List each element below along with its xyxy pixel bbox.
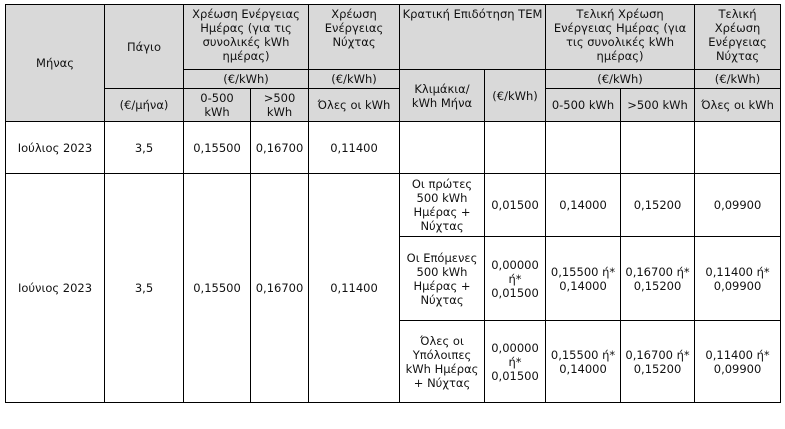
tier-final-low: 0,14000 <box>546 174 621 237</box>
tier-final-night: 0,09900 <box>695 174 781 237</box>
row-june-day-high: 0,16700 <box>251 174 309 403</box>
final-range-high: >500 kWh <box>621 89 695 122</box>
row-july-night: 0,11400 <box>309 122 400 174</box>
header-fee: Πάγιο <box>105 5 184 89</box>
tariff-table-container <box>5 4 781 403</box>
final-night-all: Όλες οι kWh <box>695 89 781 122</box>
header-day-charge: Χρέωση Ενέργειας Ημέρας (για τις συνολικές kWh ημέρας) <box>184 5 309 70</box>
row-july-final-high-empty <box>621 122 695 174</box>
tier-final-high: 0,16700 ή* 0,15200 <box>621 321 695 403</box>
header-night-charge: Χρέωση Ενέργειας Νύχτας <box>309 5 400 70</box>
row-june-month: Ιούνιος 2023 <box>6 174 105 403</box>
header-final-day: Τελική Χρέωση Ενέργειας Ημέρας (για τις συνολικές kWh ημέρας) <box>546 5 695 70</box>
tier-final-night: 0,11400 ή* 0,09900 <box>695 237 781 321</box>
row-june-day-low: 0,15500 <box>184 174 251 403</box>
tier-final-low: 0,15500 ή* 0,14000 <box>546 321 621 403</box>
row-june-night: 0,11400 <box>309 174 400 403</box>
unit-night: (€/kWh) <box>309 70 400 89</box>
unit-day: (€/kWh) <box>184 70 309 89</box>
tier-subsidy: 0,00000 ή* 0,01500 <box>485 237 546 321</box>
tier-final-low: 0,15500 ή* 0,14000 <box>546 237 621 321</box>
tier-label: Όλες οι Υπόλοιπες kWh Ημέρας + Νύχτας <box>400 321 485 403</box>
tariff-table <box>5 4 781 403</box>
header-subsidy: Κρατική Επιδότηση ΤΕΜ <box>400 5 546 70</box>
table-row <box>6 122 781 174</box>
row-july-fee: 3,5 <box>105 122 184 174</box>
unit-subsidy: (€/kWh) <box>485 70 546 122</box>
fee-unit: (€/μήνα) <box>105 89 184 122</box>
row-june-fee: 3,5 <box>105 174 184 403</box>
tier-subsidy: 0,01500 <box>485 174 546 237</box>
tier-final-high: 0,15200 <box>621 174 695 237</box>
unit-final-night: (€/kWh) <box>695 70 781 89</box>
tier-label: Οι πρώτες 500 kWh Ημέρας + Νύχτας <box>400 174 485 237</box>
header-month: Μήνας <box>6 5 105 122</box>
night-all: Όλες οι kWh <box>309 89 400 122</box>
row-july-day-low: 0,15500 <box>184 122 251 174</box>
tier-subsidy: 0,00000 ή* 0,01500 <box>485 321 546 403</box>
row-july-tiers-empty <box>400 122 485 174</box>
final-range-low: 0-500 kWh <box>546 89 621 122</box>
row-july-day-high: 0,16700 <box>251 122 309 174</box>
unit-final-day: (€/kWh) <box>546 70 695 89</box>
row-july-month: Ιούλιος 2023 <box>6 122 105 174</box>
range-low: 0-500 kWh <box>184 89 251 122</box>
row-july-subsidy-empty <box>485 122 546 174</box>
row-july-final-low-empty <box>546 122 621 174</box>
tier-final-night: 0,11400 ή* 0,09900 <box>695 321 781 403</box>
tier-label: Οι Επόμενες 500 kWh Ημέρας + Νύχτας <box>400 237 485 321</box>
range-high: >500 kWh <box>251 89 309 122</box>
header-tiers: Κλιμάκια/ kWh Μήνα <box>400 70 485 122</box>
tier-final-high: 0,16700 ή* 0,15200 <box>621 237 695 321</box>
header-final-night: Τελική Χρέωση Ενέργειας Νύχτας <box>695 5 781 70</box>
table-row <box>6 174 781 237</box>
row-july-final-night-empty <box>695 122 781 174</box>
